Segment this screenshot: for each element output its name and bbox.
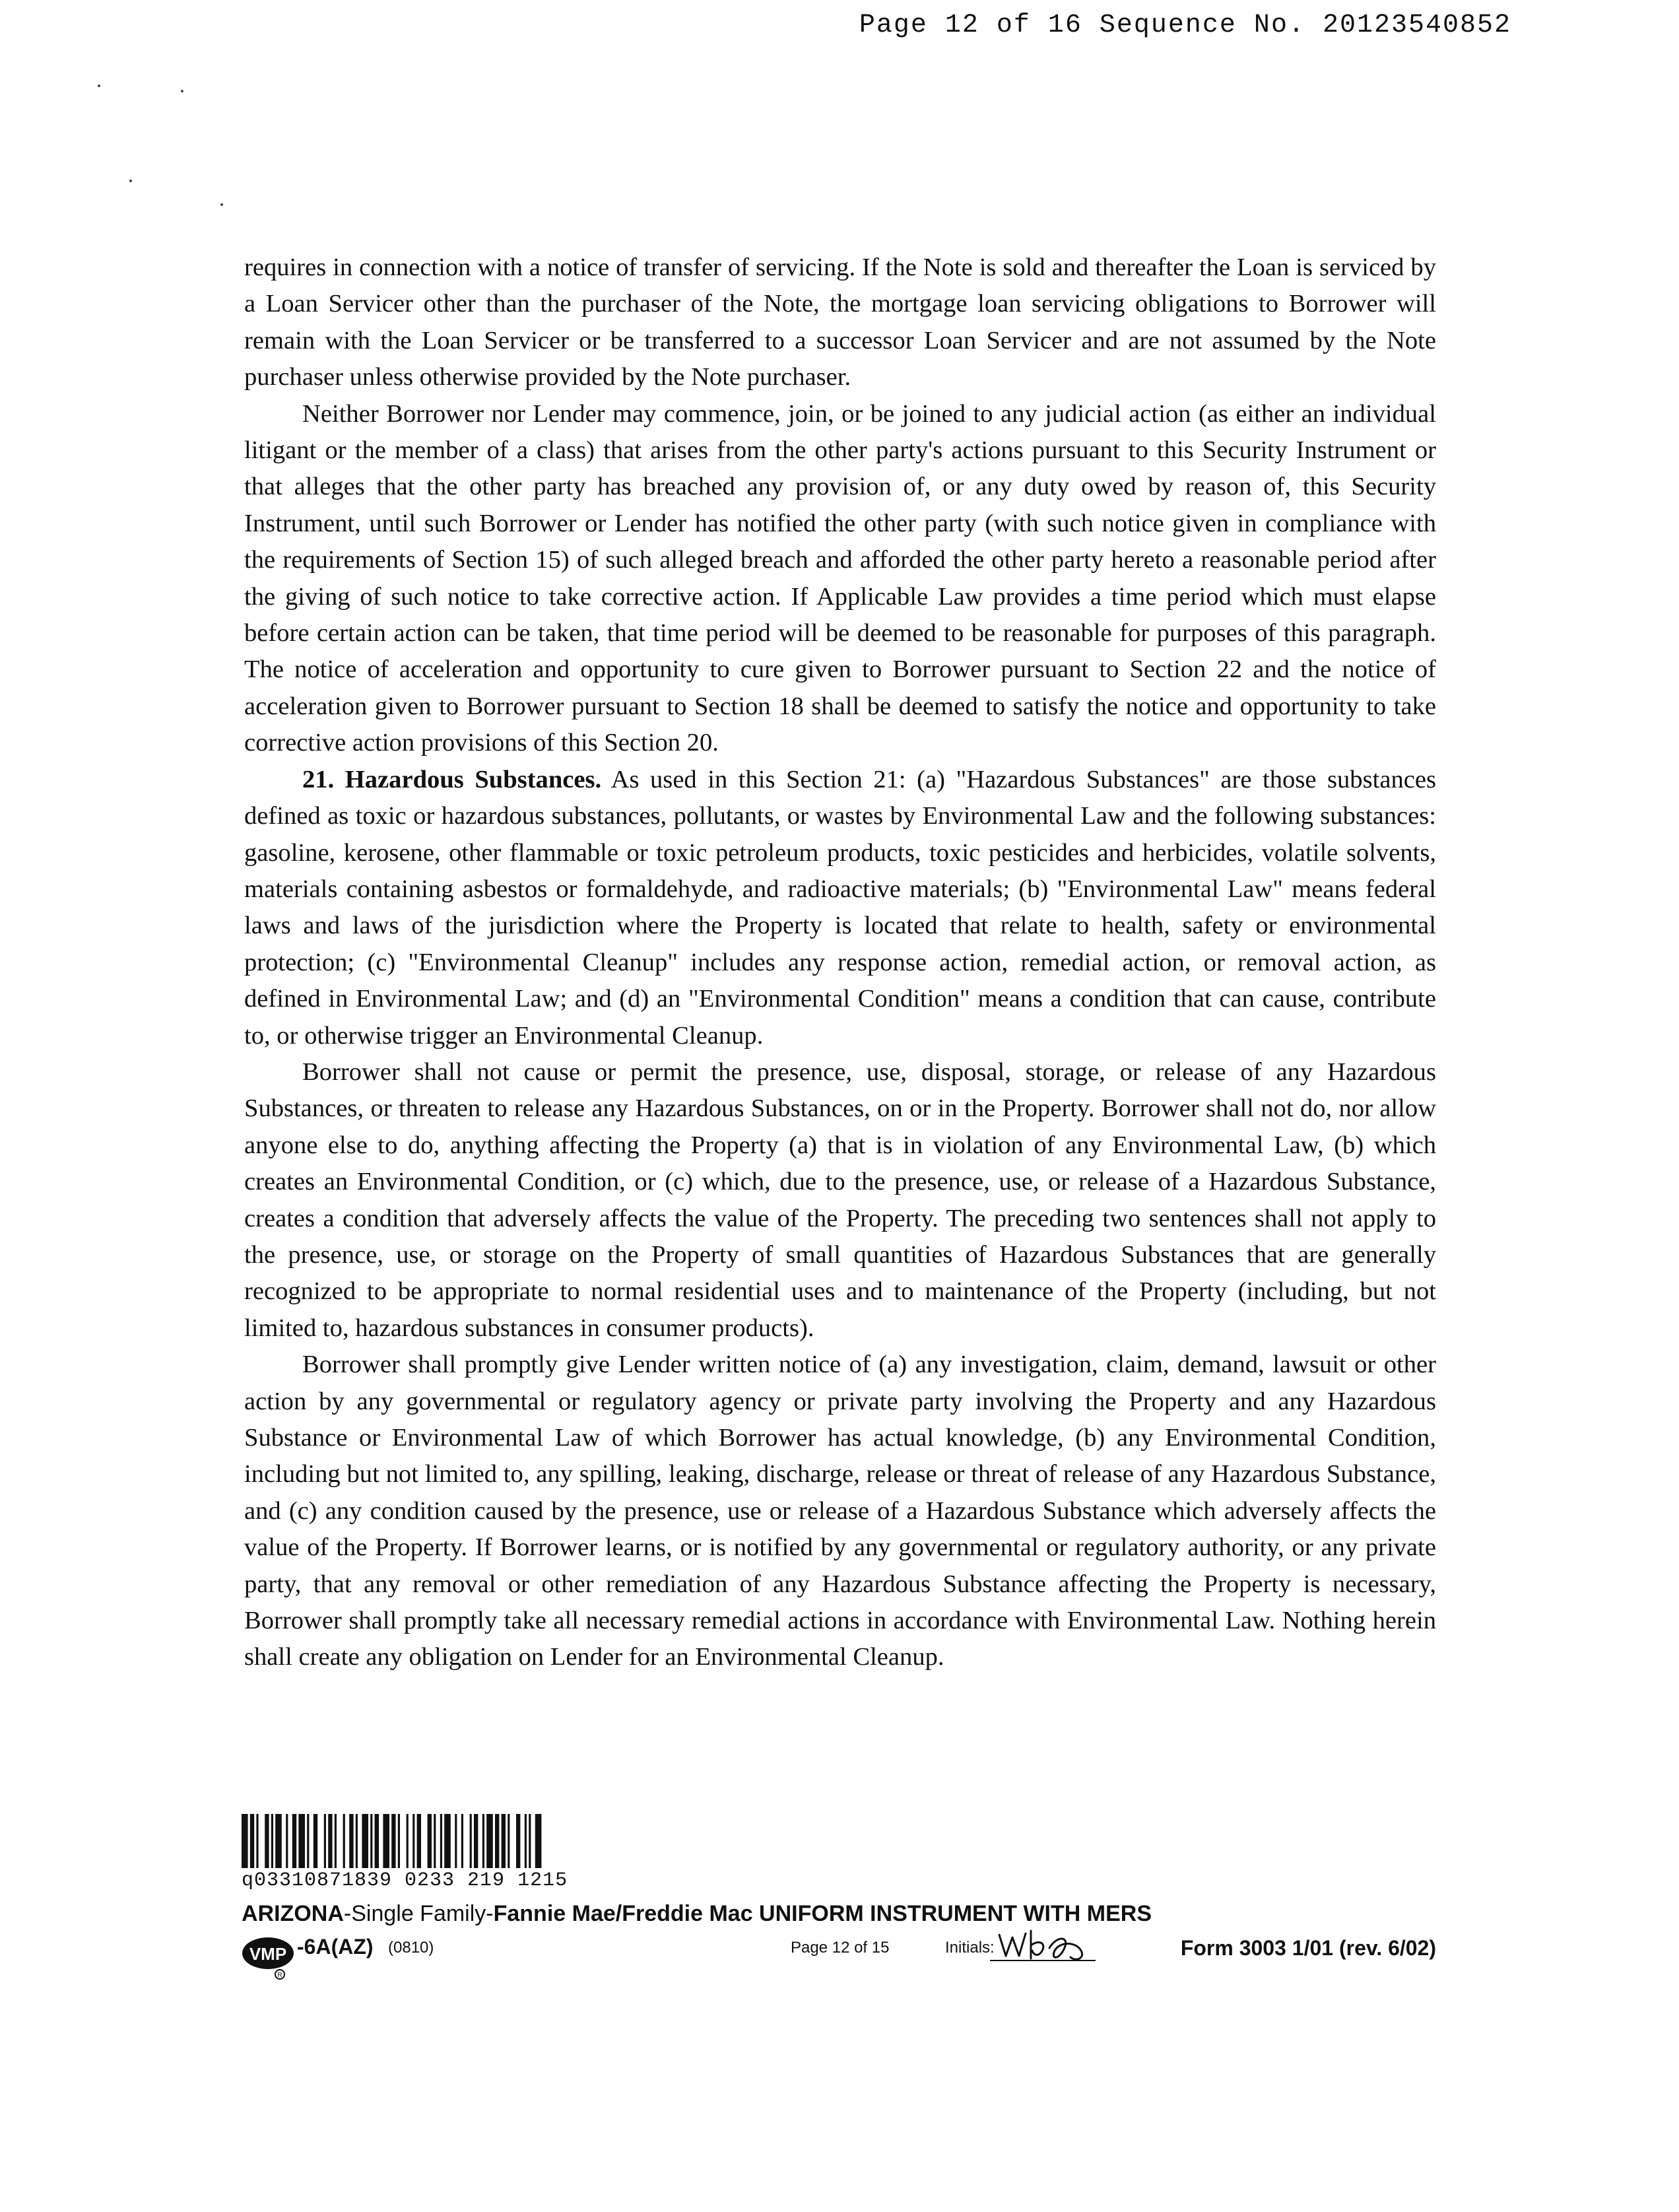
page-sequence-stamp: Page 12 of 16 Sequence No. 20123540852: [859, 11, 1511, 40]
barcode-bar: [265, 1814, 269, 1868]
barcode-bar: [444, 1814, 451, 1868]
barcode-block: [242, 1814, 717, 1892]
scan-speck: [98, 84, 100, 87]
barcode-bar: [470, 1814, 472, 1868]
paragraph-judicial-action: Neither Borrower nor Lender may commence, join, or be joined to any judicial action (as either an individual litigant or the member of a class) that arises from the other party's actions pursuant to this Security Instrument or that alleges that the other party has breached any provision of, or any duty owed by reason of, this Security Instrument, until such Borrower or Lender has notified the other party (with such notice given in compliance with the requirements of Section 15) of such alleged breach and afforded the other party hereto a reasonable period after the giving of such notice to take corrective action. If Applicable Law provides a time period which must elapse before certain action can be taken, that time period will be deemed to be reasonable for purposes of this paragraph. The notice of acceleration and opportunity to cure given to Borrower pursuant to Section 22 and the notice of acceleration given to Borrower pursuant to Section 18 shall be deemed to satisfy the notice and opportunity to take corrective action provisions of this Section 20.: [244, 399, 1436, 757]
barcode-bar: [324, 1814, 326, 1868]
barcode-bar: [362, 1814, 368, 1868]
barcode-bar: [407, 1814, 409, 1868]
barcode-bar: [356, 1814, 358, 1868]
form-title-instrument: Fannie Mae/Freddie Mac UNIFORM INSTRUMENT WITH MERS: [493, 1901, 1152, 1926]
barcode-bar: [271, 1814, 273, 1868]
barcode-bar: [417, 1814, 421, 1868]
barcode-bar: [525, 1814, 527, 1868]
vmp-logo-icon: [242, 1935, 296, 1981]
barcode-bar: [313, 1814, 317, 1868]
page-number: Page 12 of 15: [791, 1939, 890, 1957]
paragraph-hazardous-notice: Borrower shall promptly give Lender written notice of (a) any investigation, claim, demand, lawsuit or other action by any governmental or regulatory agency or private party involving the Property and any Hazardous Substance or Environmental Law of which Borrower has actual knowledge, (b) any Environmental Condition, including but not limited to, any spilling, leaking, discharge, release or threat of release of any Hazardous Substance, and (c) any condition caused by the presence, use or release of a Hazardous Substance which adversely affects the value of the Property. If Borrower learns, or is notified by any governmental or regulatory authority, or any private party, that any removal or other remediation of any Hazardous Substance affecting the Property is necessary, Borrower shall promptly take all necessary remedial actions in accordance with Environmental Law. Nothing herein shall create any obligation on Lender for an Environmental Cleanup.: [244, 1351, 1436, 1671]
paragraph-continued: requires in connection with a notice of transfer of servicing. If the Note is sold and thereafter the Loan is serviced by a Loan Servicer other than the purchaser of the Note, the mortgage loan servicing obligations to Borrower will remain with the Loan Servicer or be transferred to a successor Loan Servicer and are not assumed by the Note purchaser unless otherwise provided by the Note purchaser.: [244, 253, 1436, 391]
barcode-bar: [370, 1814, 372, 1868]
barcode-bar: [328, 1814, 332, 1868]
barcode-bar: [398, 1814, 400, 1868]
barcode-bar: [535, 1814, 542, 1868]
barcode-bar: [349, 1814, 353, 1868]
barcode-bar: [440, 1814, 442, 1868]
barcode-bar: [275, 1814, 282, 1868]
barcode-bar: [335, 1814, 337, 1868]
barcode-bar: [508, 1814, 510, 1868]
barcode-bar: [307, 1814, 309, 1868]
form-title-type: -Single Family-: [343, 1901, 494, 1926]
form-footer-row: [242, 1931, 1436, 1979]
barcode-bar: [529, 1814, 531, 1868]
barcode-image: [242, 1814, 709, 1868]
barcode-bar: [256, 1814, 258, 1868]
barcode-bar: [343, 1814, 345, 1868]
svg-text:R: R: [277, 1972, 282, 1979]
section-21-paragraph: [244, 762, 1436, 1054]
barcode-bar: [434, 1814, 436, 1868]
scan-speck: [181, 90, 183, 92]
barcode-bar: [455, 1814, 457, 1868]
form-title: [242, 1901, 1436, 1927]
form-number: Form 3003 1/01 (rev. 6/02): [1180, 1936, 1436, 1960]
initials-label: Initials:: [945, 1939, 995, 1957]
form-title-state: ARIZONA: [242, 1901, 344, 1926]
barcode-bar: [428, 1814, 432, 1868]
initials-signature: [994, 1922, 1093, 1968]
barcode-bar: [412, 1814, 414, 1868]
form-date-code: (0810): [388, 1939, 434, 1957]
barcode-bar: [474, 1814, 478, 1868]
barcode-bar: [298, 1814, 305, 1868]
form-footer: [242, 1901, 1436, 1979]
barcode-bar: [286, 1814, 288, 1868]
scan-speck: [220, 203, 223, 206]
document-body: [244, 250, 1436, 1676]
barcode-bar: [461, 1814, 463, 1868]
vmp-logo-text: VMP: [249, 1944, 287, 1964]
barcode-bar: [383, 1814, 389, 1868]
barcode-number: q03310871839 0233 219 1215: [242, 1869, 568, 1892]
barcode-bar: [482, 1814, 484, 1868]
barcode-bar: [242, 1814, 248, 1868]
section-21-text: As used in this Section 21: (a) "Hazardous Substances" are those substances defined as toxic or hazardous substances, pollutants, or wastes by Environmental Law and the following substances: gasoline, kerosene, other flammable or toxic petroleum products, toxic pesticides and herbicides, volatile solvents, materials containing asbestos or formaldehyde, and radioactive materials; (b) "Environmental Law" means federal laws and laws of the jurisdiction where the Property is located that relate to health, safety or environmental protection; (c) "Environmental Cleanup" includes any response action, remedial action, or removal action, as defined in Environmental Law; and (d) an "Environmental Condition" means a condition that can cause, contribute to, or otherwise trigger an Environmental Cleanup.: [244, 765, 1437, 1050]
paragraph-hazardous-presence: Borrower shall not cause or permit the presence, use, disposal, storage, or release of any Hazardous Substances, or threaten to release any Hazardous Substances, on or in the Property. Borrower shall not do, nor allow anyone else to do, anything affecting the Property (a) that is in violation of any Environmental Law, (b) which creates an Environmental Condition, or (c) which, due to the presence, use, or release of a Hazardous Substance, creates a condition that adversely affects the value of the Property. The preceding two sentences shall not apply to the presence, use, or storage on the Property of small quantities of Hazardous Substances that are generally recognized to be appropriate to normal residential uses and to maintenance of the Property (including, but not limited to, hazardous substances in consumer products).: [244, 1057, 1436, 1342]
barcode-bar: [292, 1814, 296, 1868]
form-code: -6A(AZ): [297, 1935, 374, 1959]
barcode-bar: [486, 1814, 493, 1868]
barcode-bar: [375, 1814, 379, 1868]
barcode-bar: [502, 1814, 506, 1868]
barcode-bar: [391, 1814, 395, 1868]
barcode-bar: [495, 1814, 499, 1868]
barcode-bar: [250, 1814, 254, 1868]
barcode-bar: [516, 1814, 520, 1868]
scan-speck: [129, 180, 132, 182]
section-21-heading: 21. Hazardous Substances.: [302, 765, 602, 793]
